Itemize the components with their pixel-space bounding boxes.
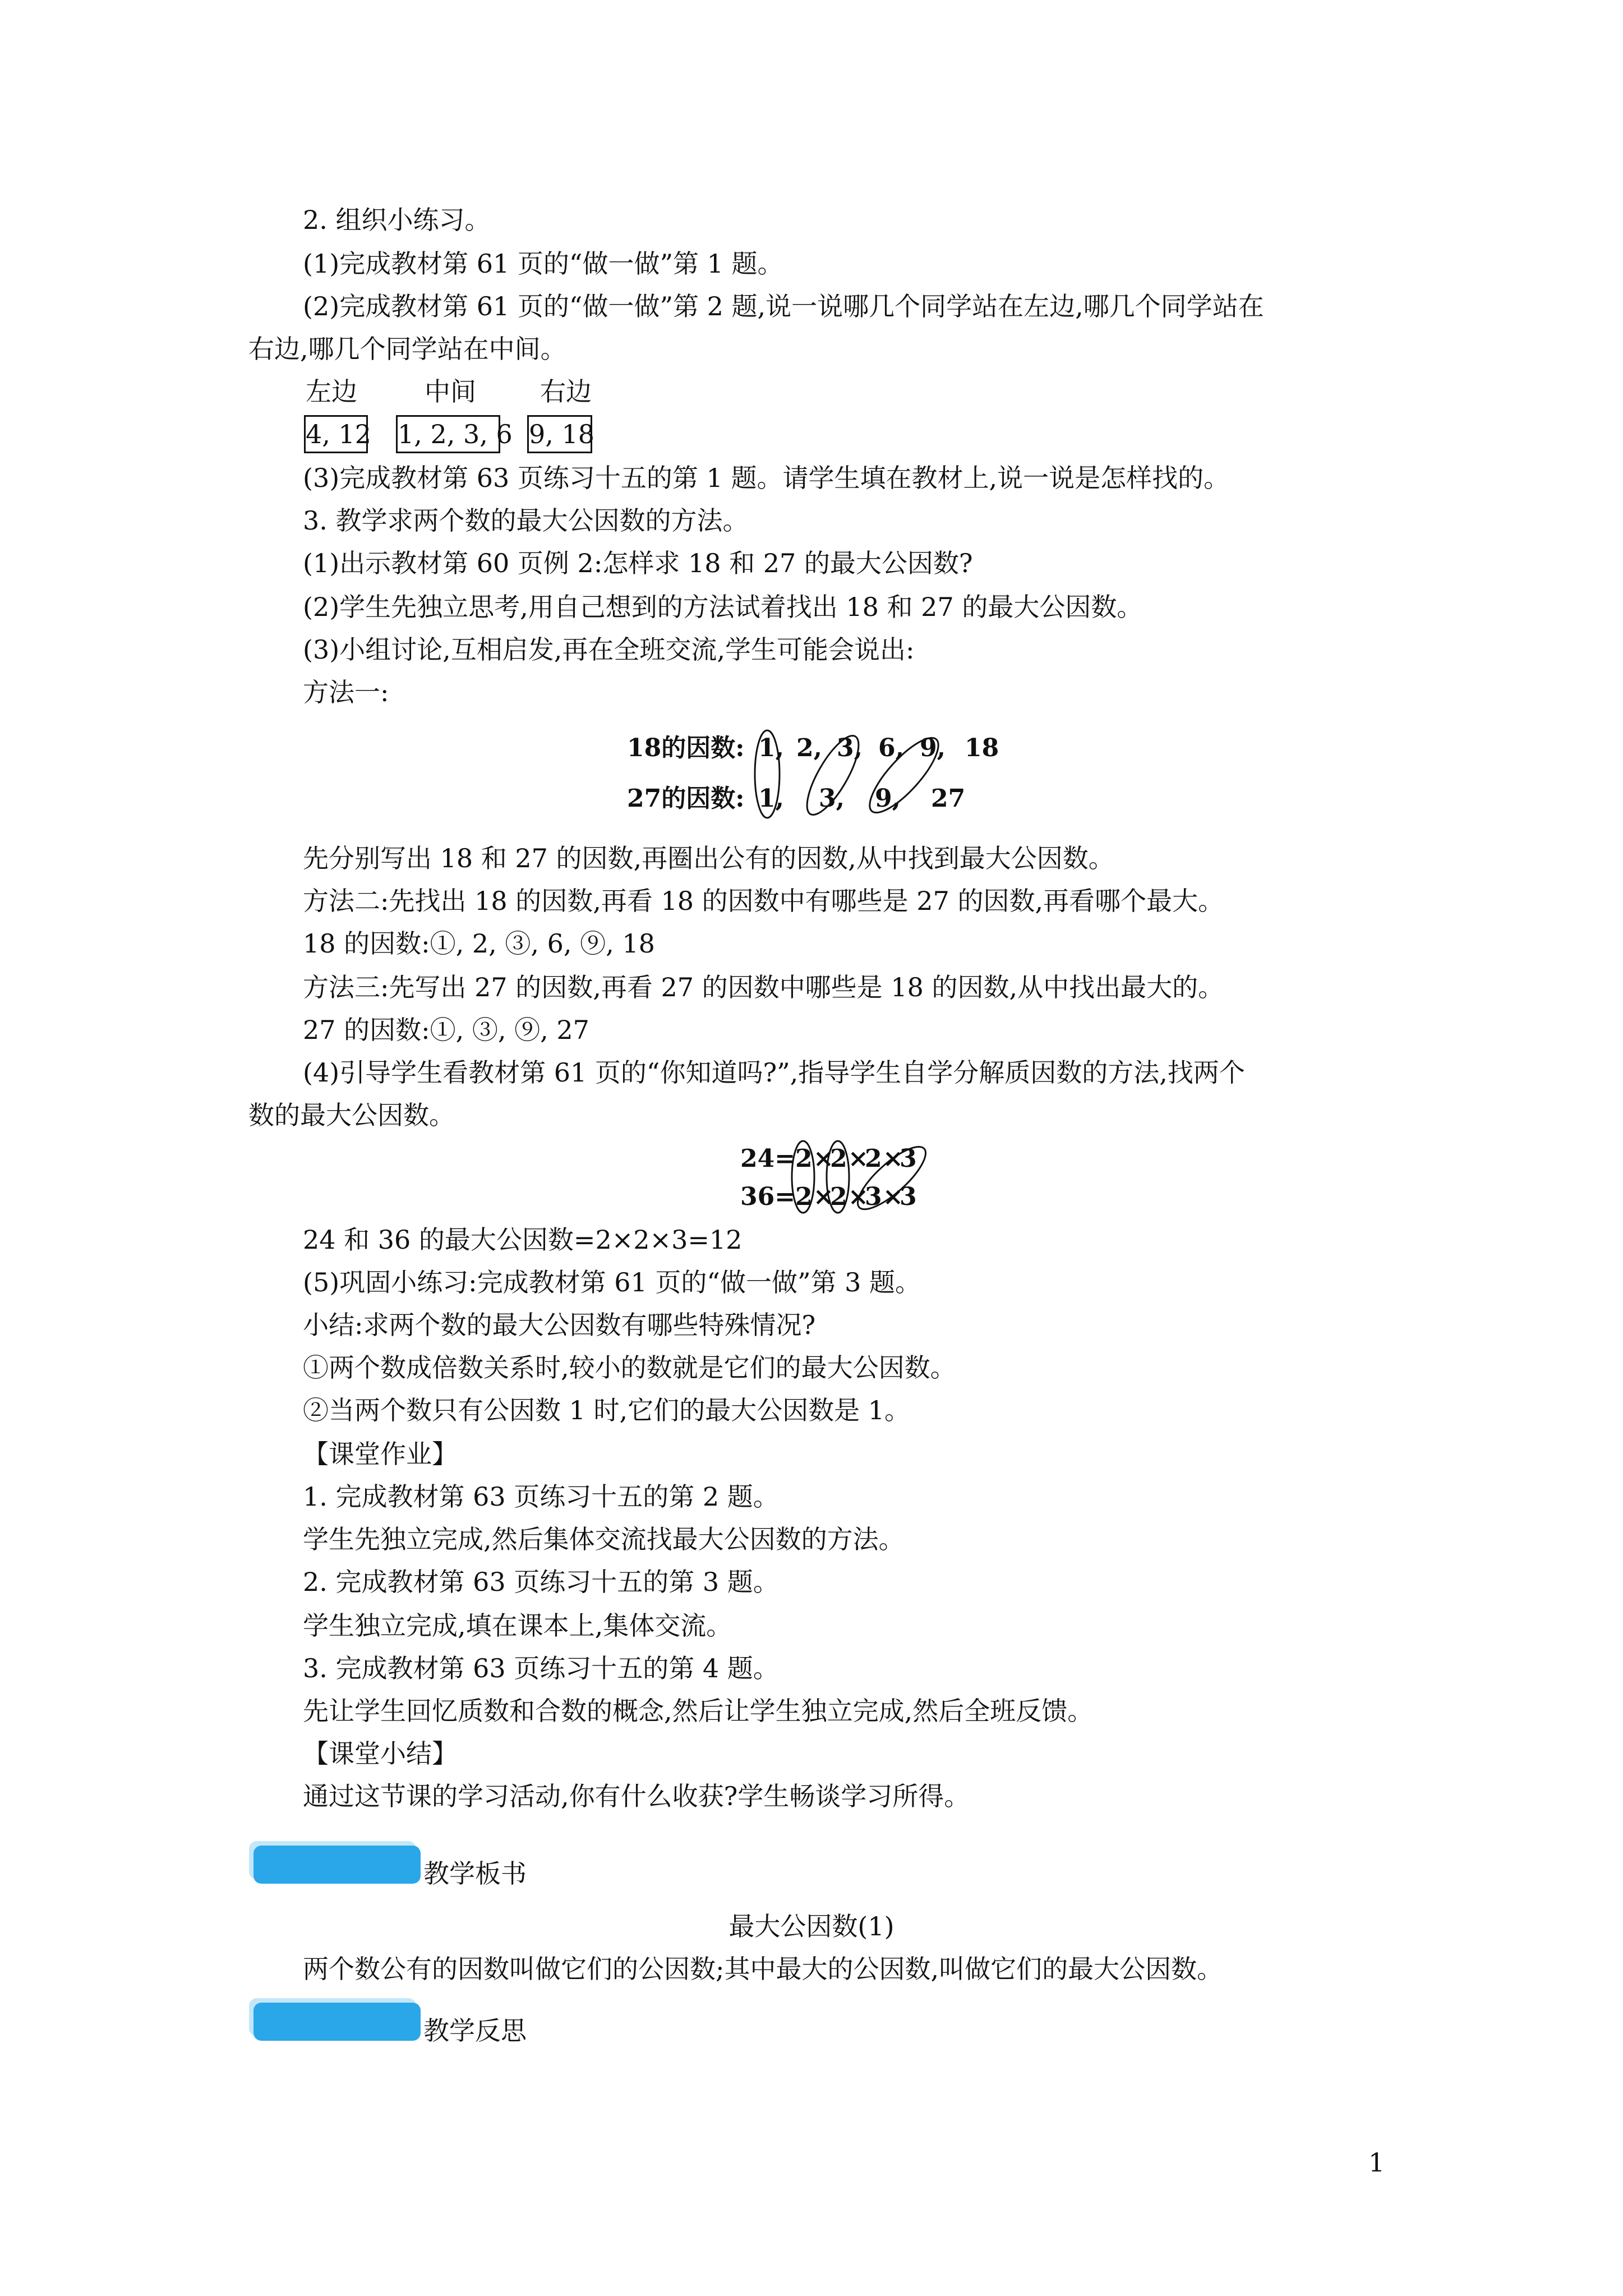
text-line: (3)完成教材第 63 页练习十五的第 1 题。请学生填在教材上,说一说是怎样找的。 <box>303 463 1230 493</box>
text-line: 学生先独立完成,然后集体交流找最大公因数的方法。 <box>303 1524 905 1554</box>
text-line: 24 和 36 的最大公因数=2×2×3=12 <box>303 1225 743 1255</box>
header-middle: 中间 <box>425 376 476 407</box>
text-line: (1)完成教材第 61 页的“做一做”第 1 题。 <box>303 249 783 279</box>
figure1-value: 18 <box>965 734 999 762</box>
figure2-factor: 3 <box>900 1182 917 1211</box>
figure2-factor: 2 <box>795 1182 813 1211</box>
figure2-factor: 3 <box>865 1182 882 1211</box>
text-line: 2. 完成教材第 63 页练习十五的第 3 题。 <box>303 1567 779 1597</box>
section-title-reflection: 教学反思 <box>423 2016 527 2046</box>
figure2-row1-label: 24= <box>740 1144 796 1173</box>
text-line: 方法三:先写出 27 的因数,再看 27 的因数中哪些是 18 的因数,从中找出最大的。 <box>303 972 1224 1002</box>
figure2-factor: × <box>848 1182 869 1211</box>
figure1-value: 3, <box>837 734 863 762</box>
text-line: 1. 完成教材第 63 页练习十五的第 2 题。 <box>303 1481 779 1512</box>
text-line: ①两个数成倍数关系时,较小的数就是它们的最大公因数。 <box>303 1352 956 1383</box>
section-heading-summary: 【课堂小结】 <box>303 1738 458 1769</box>
figure2-factor: 2 <box>865 1144 882 1173</box>
figure2-factor: 2 <box>830 1144 847 1173</box>
figure2-factor: × <box>813 1182 834 1211</box>
figure2-factor: 2 <box>830 1182 847 1211</box>
text-line: 3. 完成教材第 63 页练习十五的第 4 题。 <box>303 1653 779 1683</box>
text-line: 通过这节课的学习活动,你有什么收获?学生畅谈学习所得。 <box>303 1781 970 1811</box>
figure1-row2-label: 27的因数: <box>627 784 745 813</box>
figure2-factor: 3 <box>900 1144 917 1173</box>
section-heading-homework: 【课堂作业】 <box>303 1439 458 1469</box>
text-line: (1)出示教材第 60 页例 2:怎样求 18 和 27 的最大公因数? <box>303 548 973 578</box>
figure2-factor: 2 <box>795 1144 813 1173</box>
header-left: 左边 <box>306 376 357 407</box>
text-line: (3)小组讨论,互相启发,再在全班交流,学生可能会说出: <box>303 634 915 665</box>
text-line: 27 的因数:①, ③, ⑨, 27 <box>303 1015 589 1045</box>
box-left: 4, 12 <box>304 415 368 453</box>
text-line: 方法一: <box>303 677 389 707</box>
section-bar-reflection <box>253 2003 421 2041</box>
factors-figure <box>617 724 1043 825</box>
box-right: 9, 18 <box>527 415 592 453</box>
text-line: (2)完成教材第 61 页的“做一做”第 2 题,说一说哪几个同学站在左边,哪几个同学站在 <box>303 291 1264 321</box>
figure1-value: 1, <box>758 784 784 813</box>
box-middle: 1, 2, 3, 6 <box>396 415 500 453</box>
figure1-value: 2, <box>796 734 822 762</box>
board-text: 两个数公有的因数叫做它们的公因数;其中最大的公因数,叫做它们的最大公因数。 <box>303 1954 1223 1984</box>
board-heading: 最大公因数(1) <box>728 1911 895 1941</box>
step-heading-2: 2. 组织小练习。 <box>303 205 491 235</box>
prime-factorization-figure <box>740 1139 953 1223</box>
text-line: ②当两个数只有公因数 1 时,它们的最大公因数是 1。 <box>303 1395 911 1425</box>
step-heading-3: 3. 教学求两个数的最大公因数的方法。 <box>303 505 749 536</box>
text-line: 18 的因数:①, 2, ③, 6, ⑨, 18 <box>303 928 655 959</box>
text-line: 小结:求两个数的最大公因数有哪些特殊情况? <box>303 1310 816 1340</box>
figure1-row1-label: 18的因数: <box>627 734 745 762</box>
figure1-value: 1, <box>758 734 784 762</box>
text-line: 数的最大公因数。 <box>248 1100 455 1130</box>
header-right: 右边 <box>540 376 592 407</box>
text-line: (4)引导学生看教材第 61 页的“你知道吗?”,指导学生自学分解质因数的方法,找两个 <box>303 1057 1245 1088</box>
text-line: 先让学生回忆质数和合数的概念,然后让学生独立完成,然后全班反馈。 <box>303 1696 1094 1726</box>
figure1-value: 6, <box>878 734 904 762</box>
text-line: 学生独立完成,填在课本上,集体交流。 <box>303 1611 732 1641</box>
figure2-row2-label: 36= <box>740 1182 796 1211</box>
figure2-factor: × <box>848 1144 869 1173</box>
section-title-board: 教学板书 <box>423 1858 527 1889</box>
section-bar-board <box>253 1846 421 1884</box>
figure2-factor: × <box>813 1144 834 1173</box>
text-line: 右边,哪几个同学站在中间。 <box>248 334 566 364</box>
figure2-factor: × <box>883 1182 903 1211</box>
figure1-value: 3, <box>819 784 845 813</box>
text-line: (2)学生先独立思考,用自己想到的方法试着找出 18 和 27 的最大公因数。 <box>303 592 1143 622</box>
text-line: 先分别写出 18 和 27 的因数,再圈出公有的因数,从中找到最大公因数。 <box>303 843 1114 873</box>
text-line: 方法二:先找出 18 的因数,再看 18 的因数中有哪些是 27 的因数,再看哪个最大。 <box>303 886 1224 916</box>
figure1-value: 9, <box>920 734 946 762</box>
text-line: (5)巩固小练习:完成教材第 61 页的“做一做”第 3 题。 <box>303 1267 921 1297</box>
figure1-value: 9, <box>875 784 901 813</box>
figure2-factor: × <box>883 1144 903 1173</box>
page-number: 1 <box>1368 2147 1385 2178</box>
figure1-value: 27 <box>931 784 966 813</box>
